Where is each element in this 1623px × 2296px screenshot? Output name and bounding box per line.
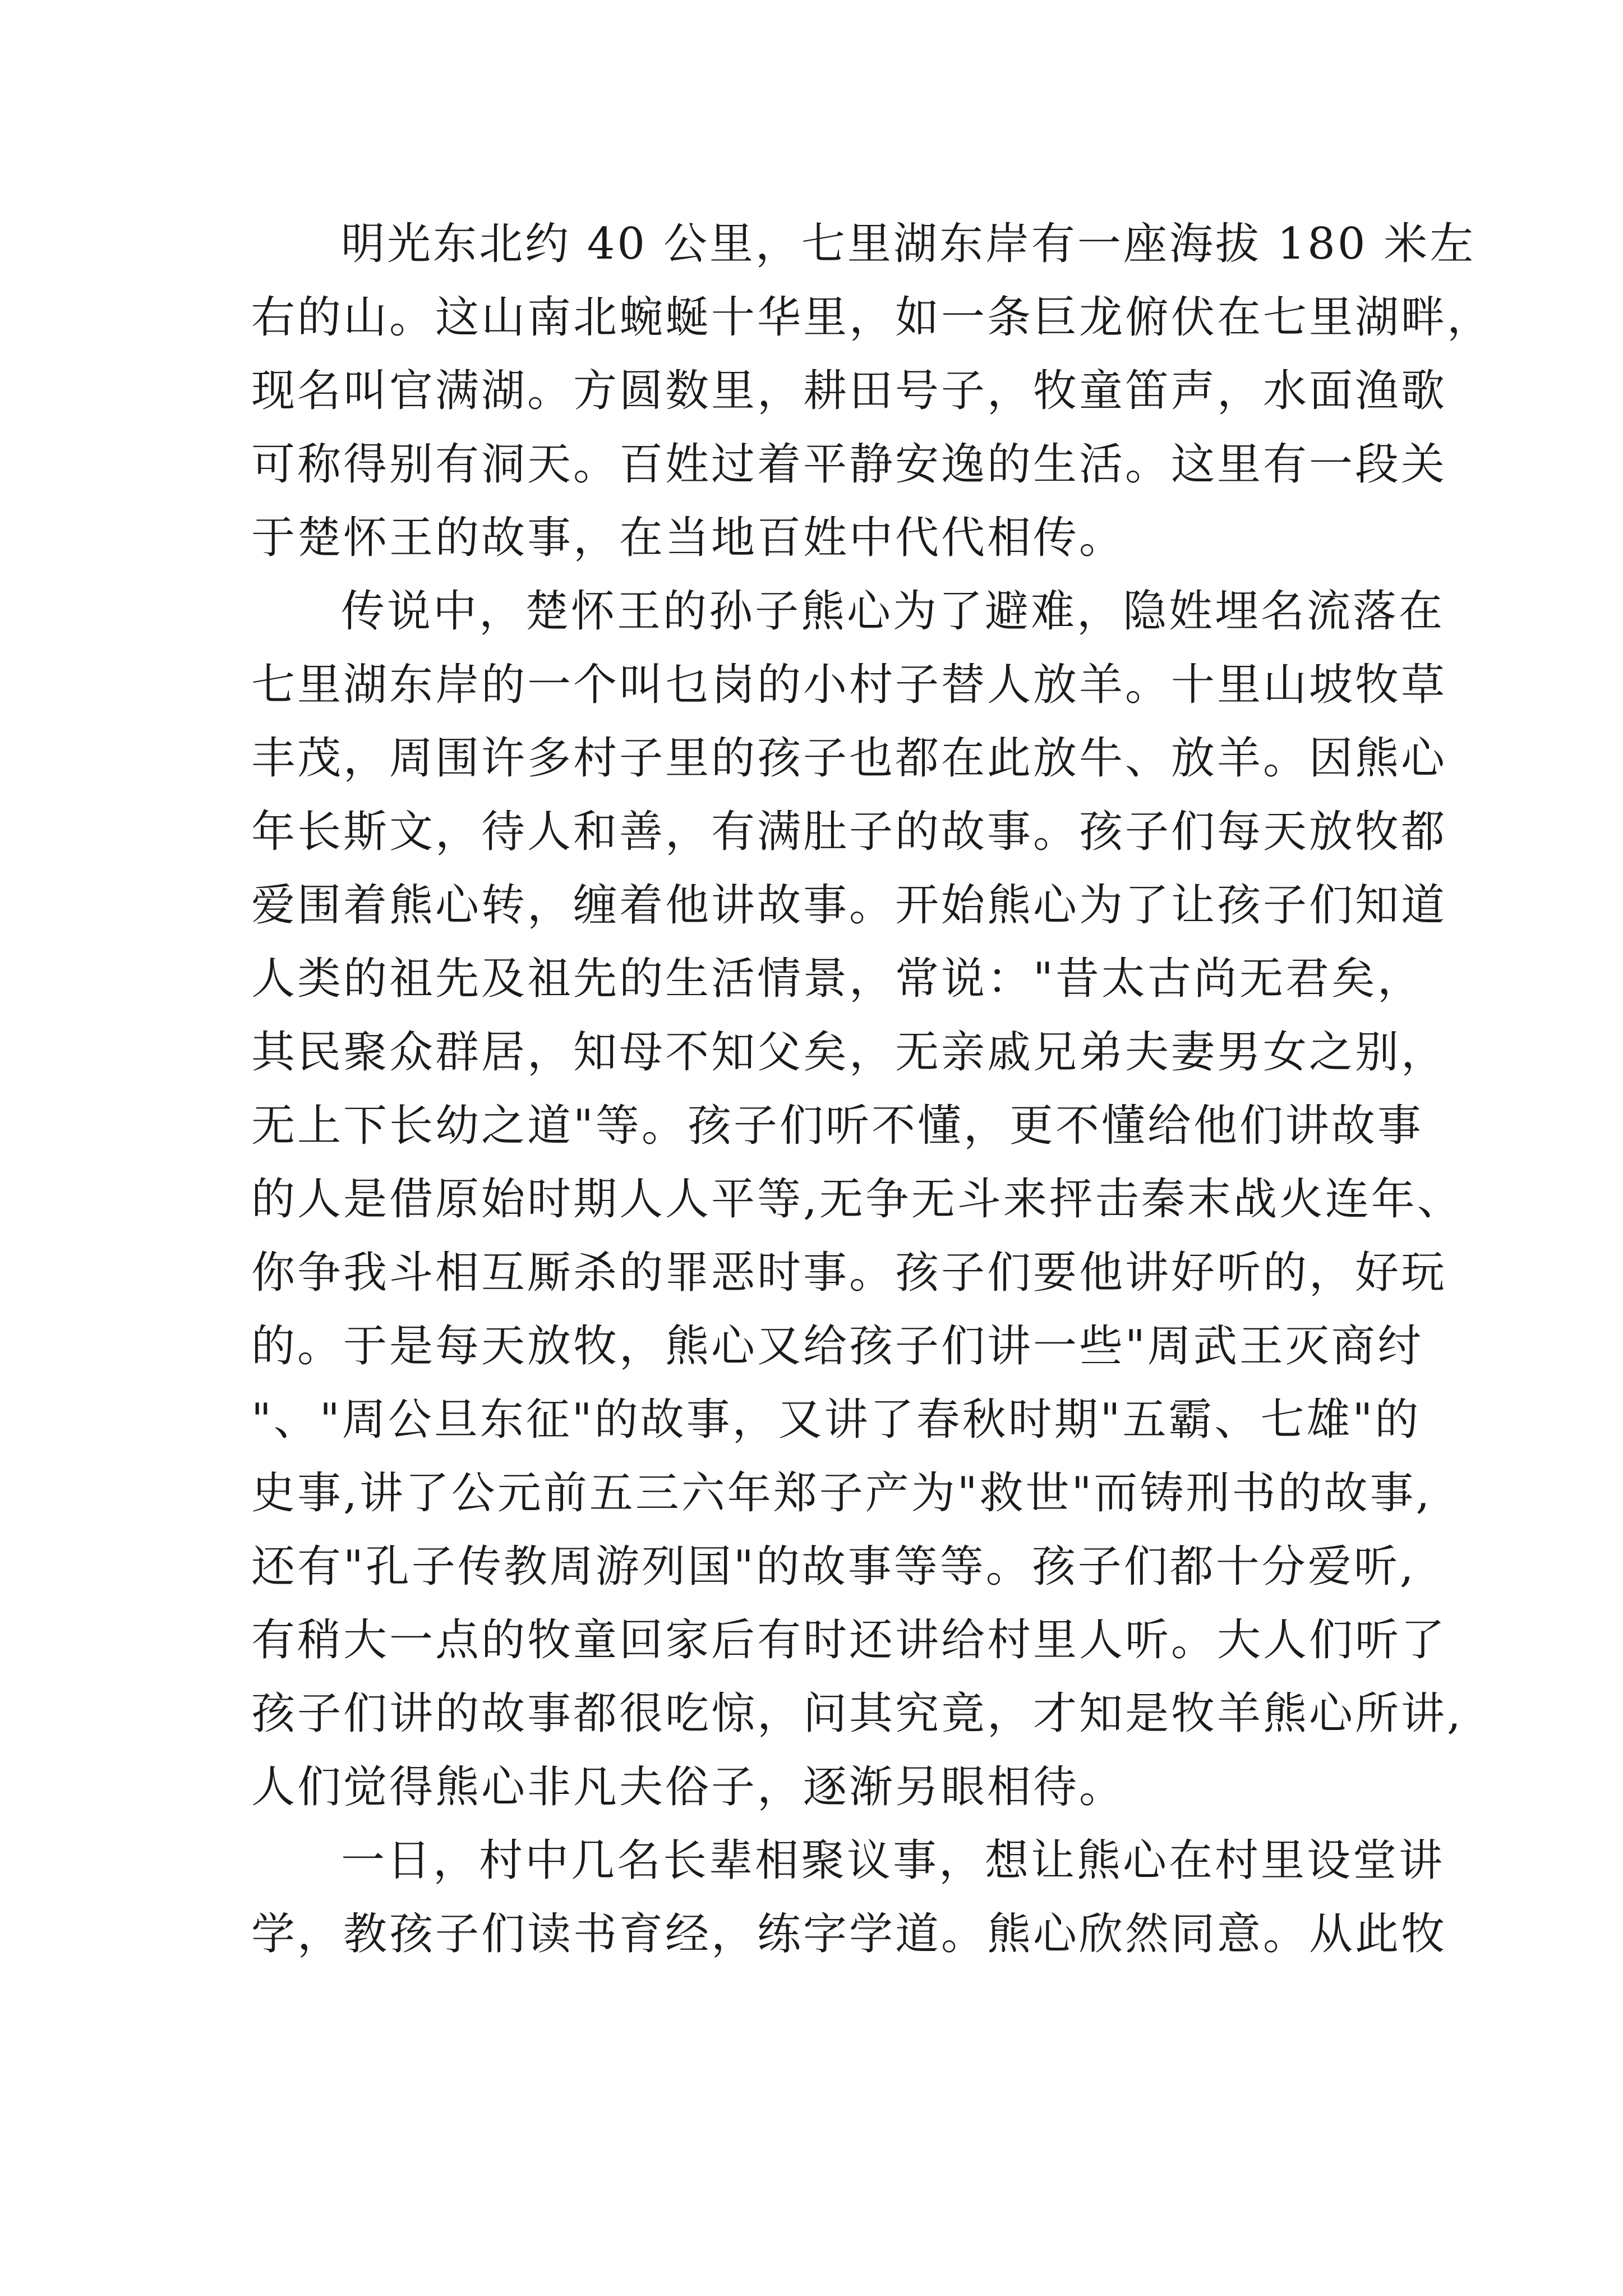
paragraph-1-line-1: 明光东北约 40 公里，七里湖东岸有一座海拔 180 米左 <box>341 219 1476 269</box>
paragraph-3-line-1: 一日，村中几名长辈相聚议事，想让熊心在村里设堂讲 <box>341 1835 1445 1886</box>
paragraph-2-line-17: 人们觉得熊心非凡夫俗子，逐渐另眼相待。 <box>251 1762 1126 1812</box>
paragraph-2-line-15: 有稍大一点的牧童回家后有时还讲给村里人听。大人们听了 <box>251 1615 1447 1665</box>
paragraph-2-line-1: 传说中，楚怀王的孙子熊心为了避难，隐姓埋名流落在 <box>341 586 1445 637</box>
paragraph-2-line-12: "、"周公旦东征"的故事，又讲了春秋时期"五霸、七雄"的 <box>251 1395 1421 1445</box>
paragraph-2-line-4: 年长斯文，待人和善，有满肚子的故事。孩子们每天放牧都 <box>251 807 1447 857</box>
paragraph-1-line-2: 右的山。这山南北蜿蜒十华里，如一条巨龙俯伏在七里湖畔， <box>251 292 1493 343</box>
paragraph-2-line-9: 的人是借原始时期人人平等,无争无斗来抨击秦末战火连年、 <box>251 1174 1463 1225</box>
paragraph-2-line-13: 史事,讲了公元前五三六年郑子产为"救世"而铸刑书的故事, <box>251 1468 1432 1519</box>
paragraph-2-line-10: 你争我斗相互厮杀的罪恶时事。孩子们要他讲好听的，好玩 <box>251 1248 1447 1298</box>
paragraph-2-line-7: 其民聚众群居，知母不知父矣，无亲戚兄弟夫妻男女之别， <box>251 1027 1447 1078</box>
paragraph-2-line-14: 还有"孔子传教周游列国"的故事等等。孩子们都十分爱听, <box>251 1542 1416 1592</box>
paragraph-2-line-11: 的。于是每天放牧，熊心又给孩子们讲一些"周武王灭商纣 <box>251 1321 1423 1372</box>
paragraph-2-line-5: 爱围着熊心转，缠着他讲故事。开始熊心为了让孩子们知道 <box>251 880 1447 931</box>
paragraph-1-line-5: 于楚怀王的故事，在当地百姓中代代相传。 <box>251 513 1126 563</box>
paragraph-2-line-3: 丰茂，周围许多村子里的孩子也都在此放牛、放羊。因熊心 <box>251 733 1447 784</box>
paragraph-2-line-16: 孩子们讲的故事都很吃惊，问其究竟，才知是牧羊熊心所讲, <box>251 1688 1463 1739</box>
paragraph-1-line-3: 现名叫官满湖。方圆数里，耕田号子，牧童笛声，水面渔歌 <box>251 366 1447 416</box>
paragraph-1-line-4: 可称得别有洞天。百姓过着平静安逸的生活。这里有一段关 <box>251 439 1447 490</box>
paragraph-2-line-6: 人类的祖先及祖先的生活情景，常说："昔太古尚无君矣， <box>251 954 1423 1004</box>
body-text <box>251 208 1493 1971</box>
paragraph-2-line-2: 七里湖东岸的一个叫乜岗的小村子替人放羊。十里山坡牧草 <box>251 660 1447 710</box>
paragraph-2-line-8: 无上下长幼之道"等。孩子们听不懂，更不懂给他们讲故事 <box>251 1101 1423 1151</box>
paragraph-3-line-2: 学，教孩子们读书育经，练字学道。熊心欣然同意。从此牧 <box>251 1909 1447 1959</box>
